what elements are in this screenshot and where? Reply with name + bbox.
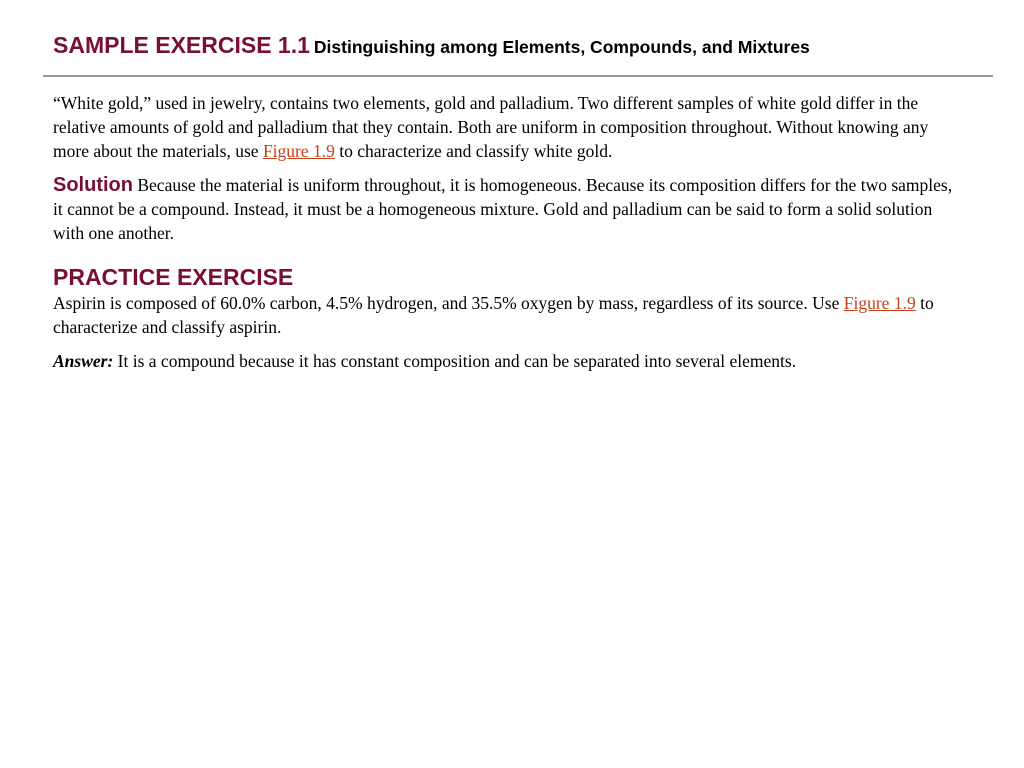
practice-text-before-link: Aspirin is composed of 60.0% carbon, 4.5% hydrogen, and 35.5% oxygen by mass, regardless of its source. Use (53, 293, 844, 313)
figure-link-practice[interactable]: Figure 1.9 (843, 293, 916, 313)
exercise-text-after-link: to characterize and classify white gold. (334, 141, 613, 161)
title-divider (43, 75, 993, 77)
exercise-text-before-link: “White gold,” used in jewelry, contains two elements, gold and palladium. Two different samples of white gold differ in the relative amounts of gold and palladium that they contain. Both are uniform in composition throughout. Without knowing any more about the materials, use (53, 93, 929, 161)
solution-label: Solution (53, 174, 133, 196)
practice-prompt (53, 291, 953, 339)
answer-label: Answer: (53, 351, 114, 371)
slide-title (53, 32, 810, 59)
solution-text: Because the material is uniform throughout, it is homogeneous. Because its composition differs for the two samples, it cannot be a compound. Instead, it must be a homogeneous mixture. Gold and palladium can be said to form a solid solution with one another. (53, 175, 953, 243)
answer-text: It is a compound because it has constant composition and can be separated into several elements. (113, 351, 797, 371)
answer-paragraph (53, 349, 953, 373)
practice-text-after-link: to characterize and classify aspirin. (53, 293, 934, 337)
exercise-subtitle: Distinguishing among Elements, Compounds, and Mixtures (313, 37, 810, 57)
practice-heading: PRACTICE EXERCISE (53, 264, 294, 290)
figure-link-exercise[interactable]: Figure 1.9 (262, 141, 335, 161)
exercise-title: SAMPLE EXERCISE 1.1 (53, 32, 310, 58)
slide-body (53, 91, 953, 383)
exercise-prompt (53, 91, 953, 163)
solution-paragraph (53, 173, 953, 245)
